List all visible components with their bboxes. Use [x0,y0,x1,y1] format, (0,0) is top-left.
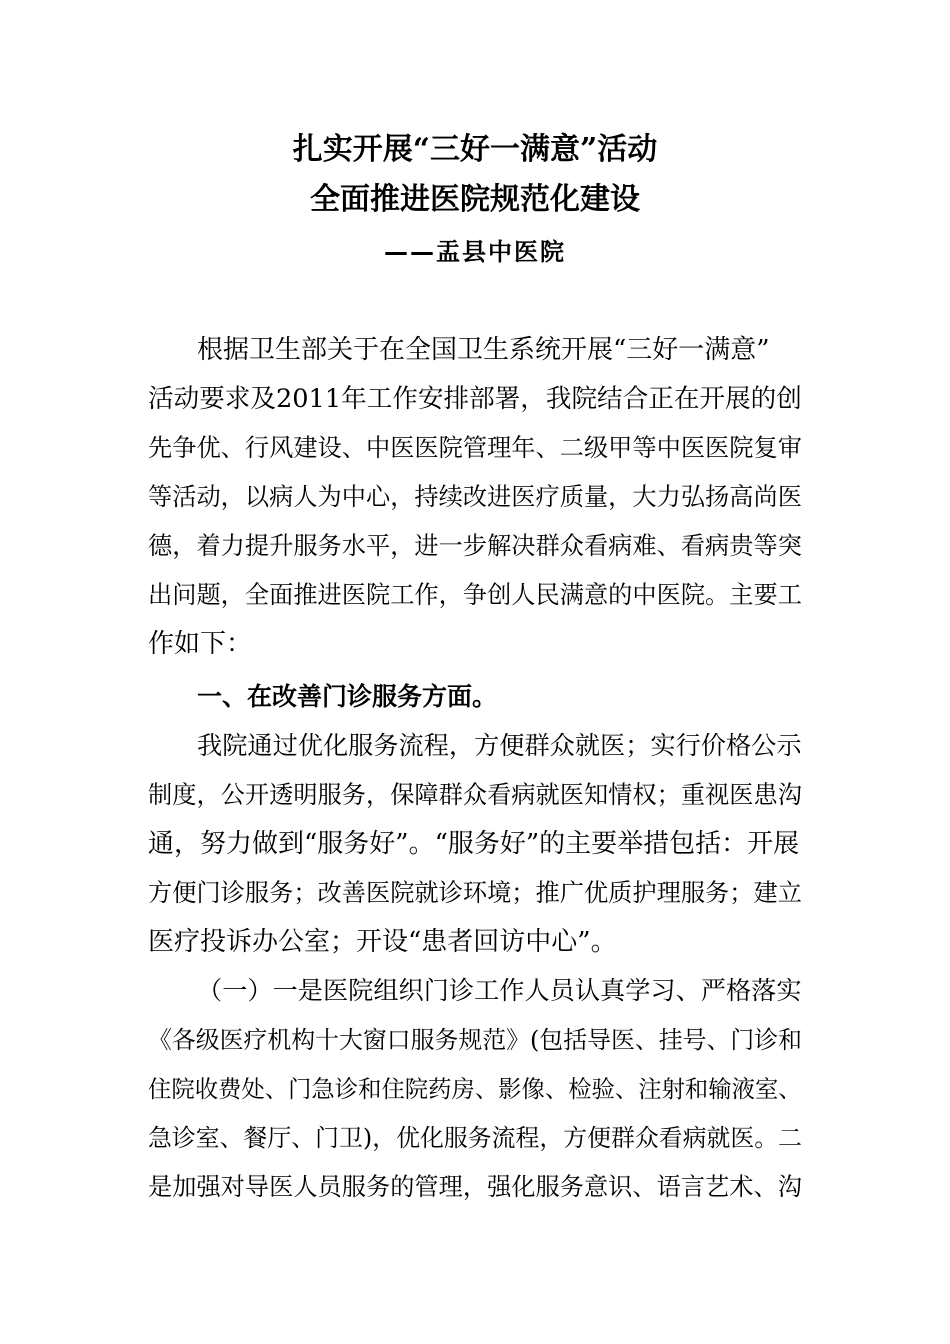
body-line-16: 住院收费处、门急诊和住院药房、影像、检验、注射和输液室、 [148,1075,802,1103]
body-line-10: 制度，公开透明服务，保障群众看病就医知情权；重视医患沟 [148,781,802,809]
body-line-14: （一）一是医院组织门诊工作人员认真学习、严格落实 [197,976,802,1005]
document-title-line-1: 扎实开展“三好一满意”活动 [292,132,658,167]
body-line-6: 出问题，全面推进医院工作，争创人民满意的中医院。主要工 [148,581,802,609]
body-line-3: 先争优、行风建设、中医医院管理年、二级甲等中医医院复审 [148,434,802,462]
body-line-15: 《各级医疗机构十大窗口服务规范》(包括导医、挂号、门诊和 [148,1026,802,1054]
document-author-line: ——盂县中医院 [384,238,566,266]
body-line-2: 活动要求及2011年工作安排部署，我院结合正在开展的创 [148,384,802,414]
body-line-12: 方便门诊服务；改善医院就诊环境；推广优质护理服务；建立 [148,879,802,907]
body-line-11: 通，努力做到“服务好”。“服务好”的主要举措包括：开展 [148,829,800,859]
body-line-18: 是加强对导医人员服务的管理，强化服务意识、语言艺术、沟 [148,1173,802,1201]
body-line-9: 我院通过优化服务流程，方便群众就医；实行价格公示 [197,731,802,760]
body-line-13: 医疗投诉办公室；开设“患者回访中心”。 [148,927,617,957]
body-line-17: 急诊室、餐厅、门卫)，优化服务流程，方便群众看病就医。二 [148,1124,802,1152]
document-title-line-2: 全面推进医院规范化建设 [310,182,640,217]
body-line-7: 作如下： [148,629,253,659]
body-line-1: 根据卫生部关于在全国卫生系统开展“三好一满意” [197,335,770,365]
body-line-5: 德，着力提升服务水平，进一步解决群众看病难、看病贵等突 [148,532,802,560]
body-line-4: 等活动，以病人为中心，持续改进医疗质量，大力弘扬高尚医 [148,483,802,511]
section-heading-1: 一、在改善门诊服务方面。 [197,682,498,711]
